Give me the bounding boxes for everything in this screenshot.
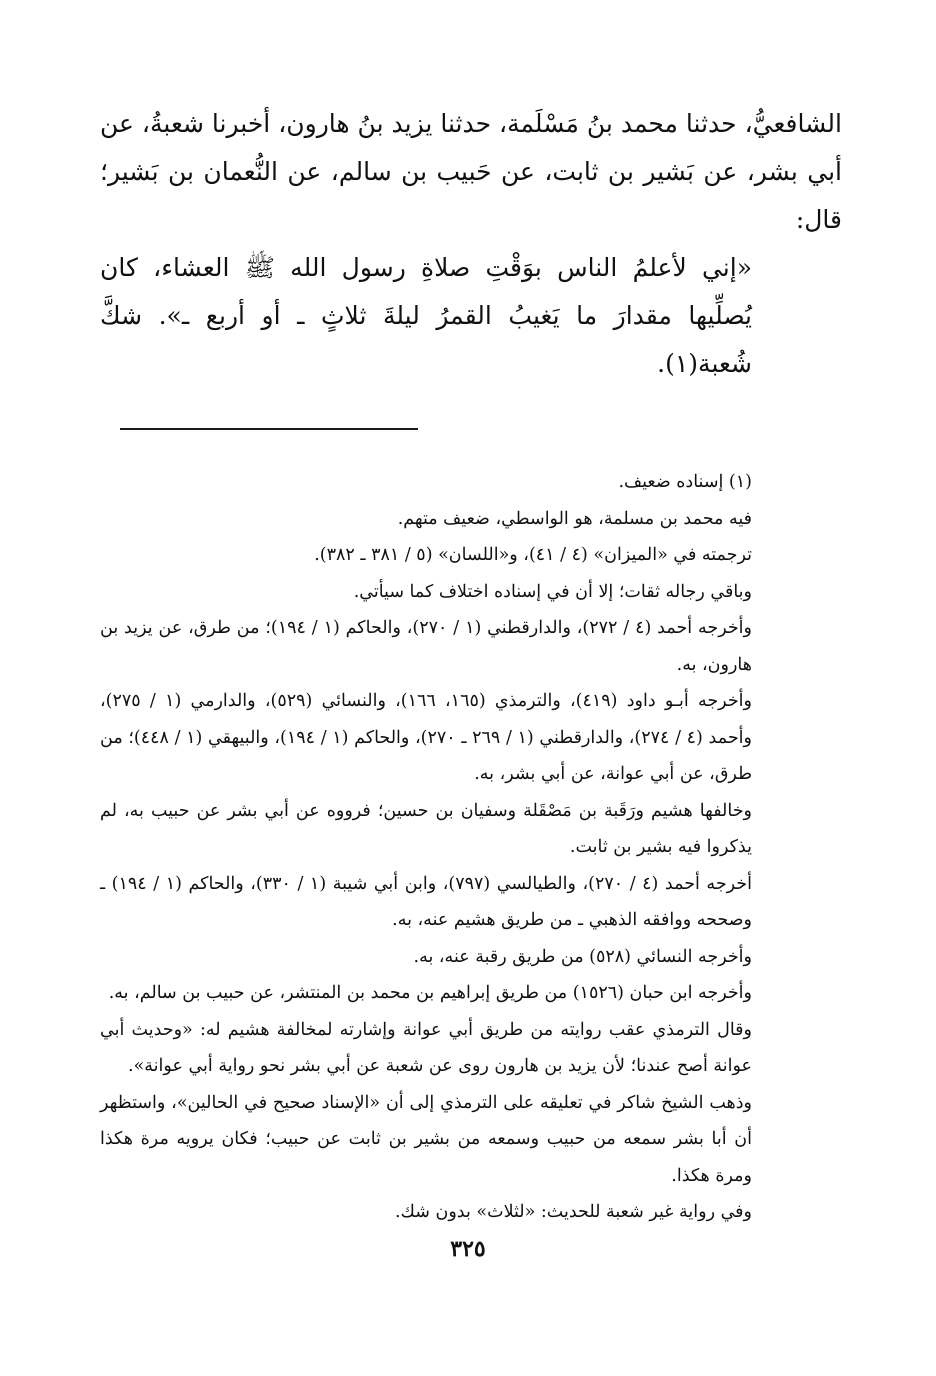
page-number: ٣٢٥ <box>450 1236 486 1262</box>
footnote-paragraph: وأخرجه أحمد (٤ / ٢٧٢)، والدارقطني (١ / ٢٧٠)، والحاكم (١ / ١٩٤)؛ من طرق، عن يزيد بن هارون، به. <box>100 618 752 675</box>
page-body <box>100 100 842 1231</box>
footnote-paragraph: وأخرجه النسائي (٥٢٨) من طريق رقبة عنه، به. <box>413 946 752 967</box>
footnote-paragraph: أخرجه أحمد (٤ / ٢٧٠)، والطيالسي (٧٩٧)، وابن أبي شيبة (١ / ٣٣٠)، والحاكم (١ / ١٩٤) ـ وصححه ووافقه الذهبي ـ من طريق هشيم عنه، به. <box>100 873 752 930</box>
footnote-1-heading: (١) إسناده ضعيف. <box>618 472 752 492</box>
footnotes <box>100 464 842 1231</box>
main-paragraph-1: الشافعيُّ، حدثنا محمد بنُ مَسْلَمة، حدثنا يزيد بنُ هارون، أخبرنا شعبةُ، عن أبي بشر، عن بَشير بن ثابت، عن حَبيب بن سالم، عن النُّعمان بن بَشير؛ قال: <box>100 109 842 234</box>
footnote-paragraph: وأخرجه أبـو داود (٤١٩)، والترمذي (١٦٥، ١٦٦)، والنسائي (٥٢٩)، والدارمي (١ / ٢٧٥)، وأحمد (٤ / ٢٧٤)، والدارقطني (١ / ٢٦٩ ـ ٢٧٠)، والحاكم (١ / ١٩٤)، والبيهقي (١ / ٤٤٨)؛ من طرق، عن أبي عوانة، عن أبي بشر، به. <box>100 691 752 784</box>
footnote-paragraph: ترجمته في «الميزان» (٤ / ٤١)، و«اللسان» (٥ / ٣٨١ ـ ٣٨٢). <box>314 545 752 565</box>
main-text <box>100 100 842 388</box>
footnote-paragraph: وذهب الشيخ شاكر في تعليقه على الترمذي إلى أن «الإسناد صحيح في الحالين»، واستظهر أن أبا بشر سمعه من حبيب وسمعه من بشير بن ثابت عن حبيب؛ فكان يرويه مرة هكذا ومرة هكذا. <box>100 1092 752 1186</box>
footnote-paragraph: وفي رواية غير شعبة للحديث: «لثلاث» بدون شك. <box>394 1202 752 1222</box>
footnote-divider <box>120 428 418 430</box>
footnote-paragraph: وقال الترمذي عقب روايته من طريق أبي عوانة وإشارته لمخالفة هشيم له: «وحديث أبي عوانة أصح عندنا؛ لأن يزيد بن هارون روى عن شعبة عن أبي بشر نحو رواية أبي عوانة». <box>100 1019 752 1076</box>
footnote-paragraph: وأخرجه ابن حبان (١٥٢٦) من طريق إبراهيم بن محمد بن المنتشر، عن حبيب بن سالم، به. <box>108 983 752 1003</box>
footnote-paragraph: وخالفها هشيم ورَقَبة بن مَصْقَلة وسفيان بن حسين؛ فرووه عن أبي بشر عن حبيب به، لم يذكروا فيه بشير بن ثابت. <box>100 800 752 857</box>
footnote-paragraph: وباقي رجاله ثقات؛ إلا أن في إسناده اختلاف كما سيأتي. <box>353 581 752 602</box>
main-paragraph-2: «إني لأعلمُ الناس بوَقْتِ صلاةِ رسول الله ﷺ العشاء، كان يُصلِّيها مقدارَ ما يَغيبُ القمرُ ليلةَ ثلاثٍ ـ أو أربع ـ». شكَّ شُعبة(١). <box>100 253 752 378</box>
footnote-paragraph: فيه محمد بن مسلمة، هو الواسطي، ضعيف متهم. <box>397 508 752 529</box>
